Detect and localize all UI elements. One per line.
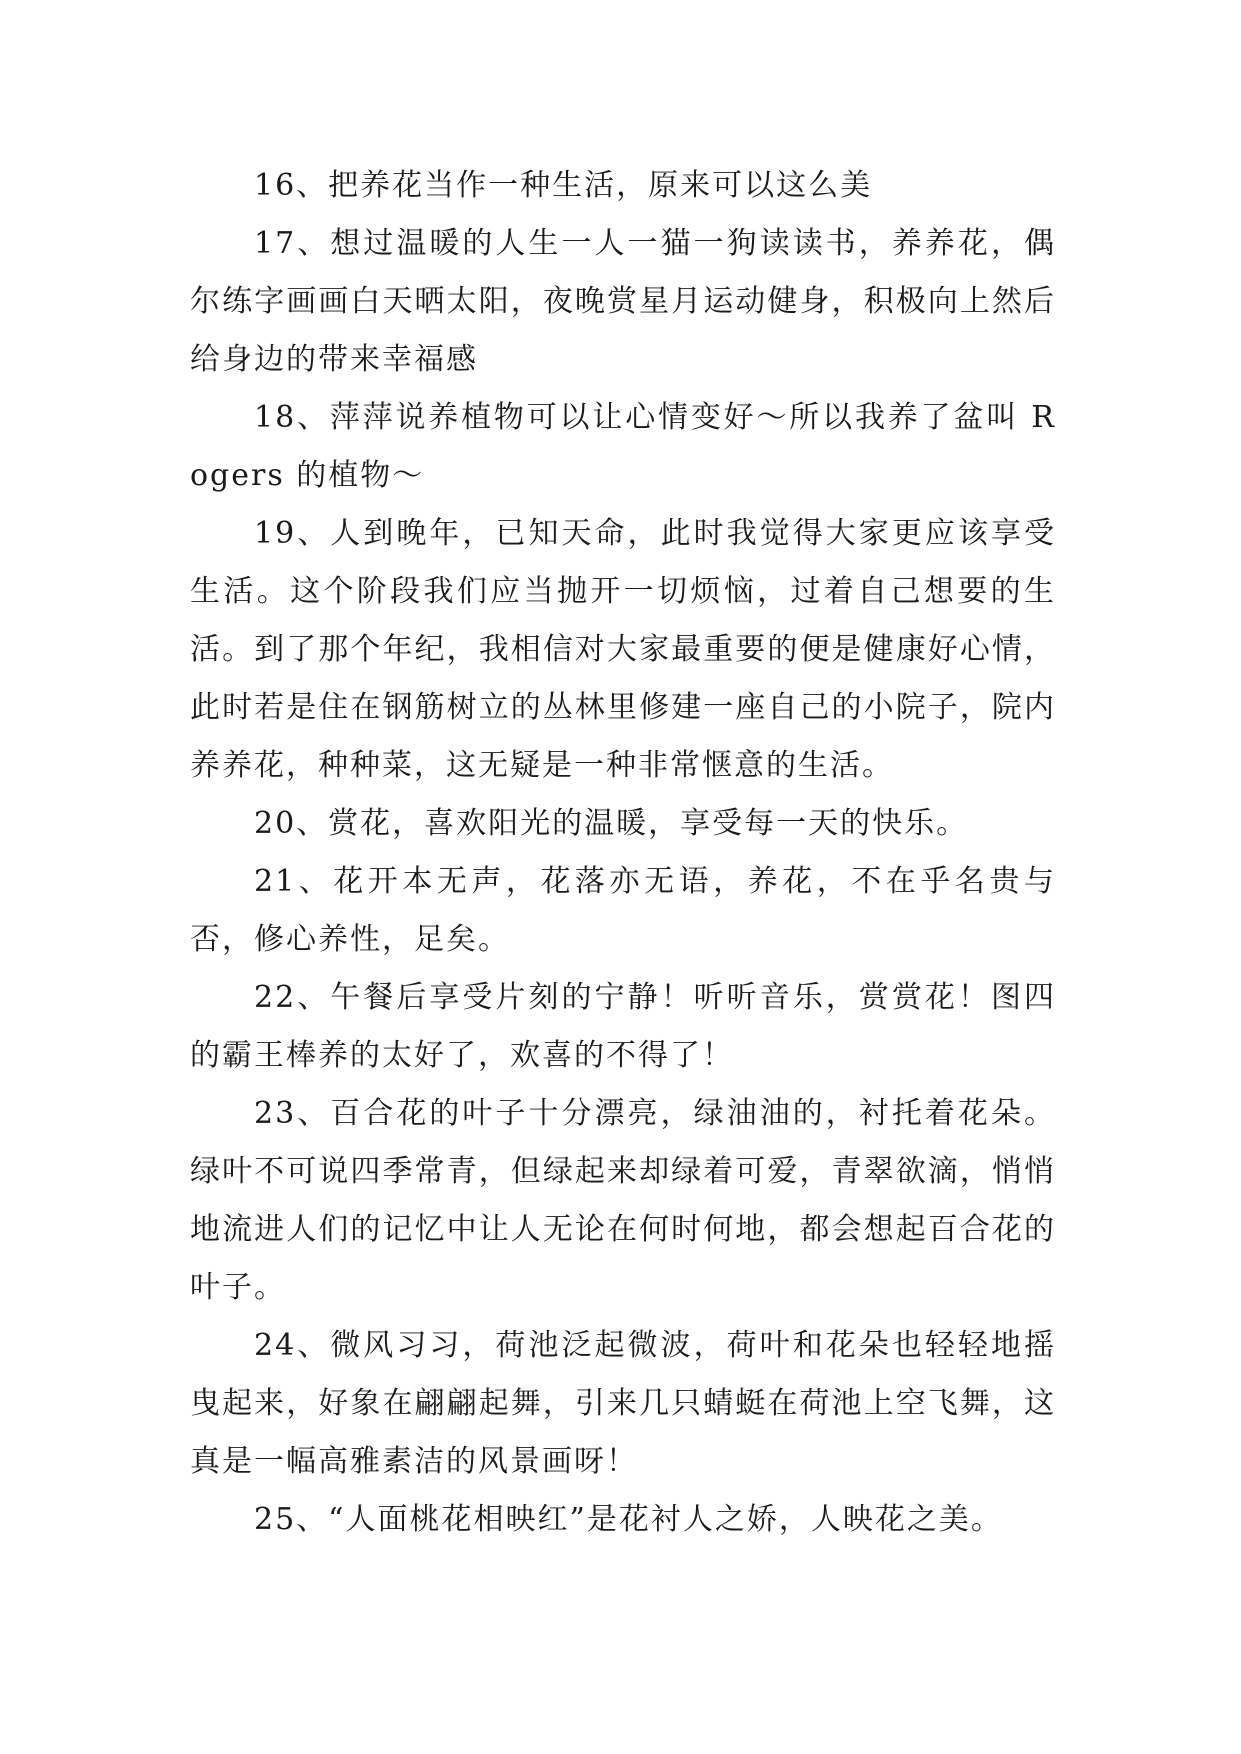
paragraph-23: 23、百合花的叶子十分漂亮，绿油油的，衬托着花朵。绿叶不可说四季常青，但绿起来却绿着可爱，青翠欲滴，悄悄地流进人们的记忆中让人无论在何时何地，都会想起百合花的叶子。: [190, 1096, 1056, 1305]
paragraph-22: 22、午餐后享受片刻的宁静！听听音乐，赏赏花！图四的霸王棒养的太好了，欢喜的不得了！: [190, 980, 1056, 1073]
paragraph-24: 24、微风习习，荷池泛起微波，荷叶和花朵也轻轻地摇曳起来，好象在翩翩起舞，引来几只蜻蜓在荷池上空飞舞，这真是一幅高雅素洁的风景画呀！: [190, 1328, 1056, 1479]
paragraph-21: 21、花开本无声，花落亦无语，养花，不在乎名贵与否，修心养性，足矣。: [190, 864, 1056, 957]
paragraph-25: 25、“人面桃花相映红”是花衬人之娇，人映花之美。: [254, 1502, 1003, 1537]
paragraph-16: 16、把养花当作一种生活，原来可以这么美: [254, 168, 873, 203]
document-body: [190, 157, 1056, 1549]
paragraph-19: 19、人到晚年，已知天命，此时我觉得大家更应该享受生活。这个阶段我们应当抛开一切烦恼，过着自己想要的生活。到了那个年纪，我相信对大家最重要的便是健康好心情，此时若是住在钢筋树立的丛林里修建一座自己的小院子，院内养养花，种种菜，这无疑是一种非常惬意的生活。: [190, 516, 1056, 783]
paragraph-17: 17、想过温暖的人生一人一猫一狗读读书，养养花，偶尔练字画画白天晒太阳，夜晚赏星月运动健身，积极向上然后给身边的带来幸福感: [190, 226, 1056, 377]
paragraph-18: 18、萍萍说养植物可以让心情变好～所以我养了盆叫 Rogers 的植物～: [190, 400, 1056, 493]
paragraph-20: 20、赏花，喜欢阳光的温暖，享受每一天的快乐。: [254, 806, 969, 841]
